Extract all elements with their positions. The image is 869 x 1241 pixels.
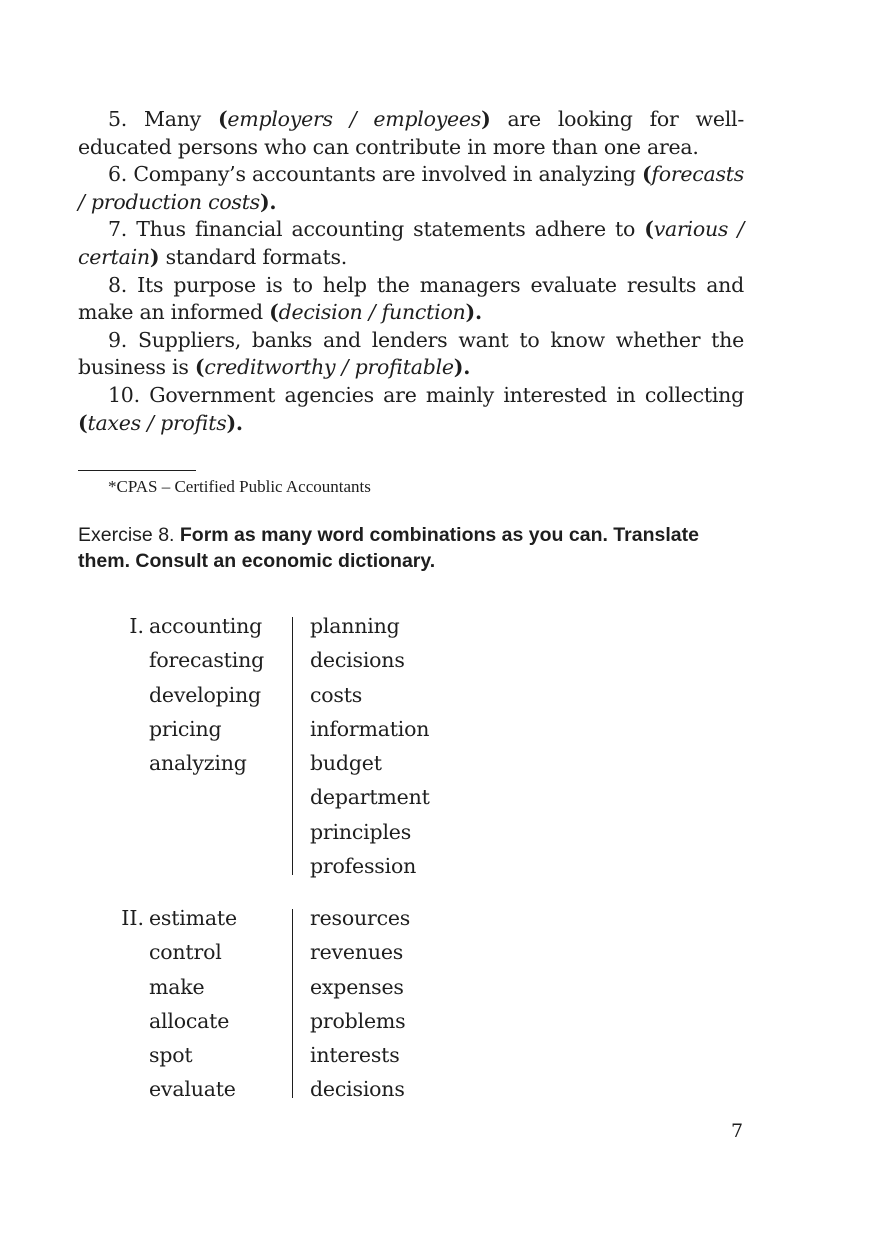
noun-word: resources (310, 906, 411, 930)
noun-word: information (310, 716, 430, 741)
exercise-item (78, 272, 744, 327)
option-choices: creditworthy / profitable (204, 355, 454, 380)
page-number: 7 (731, 1120, 744, 1142)
noun-word: expenses (310, 974, 404, 999)
bracket: ( (78, 410, 88, 435)
bracket: ( (644, 217, 654, 242)
noun-word: department (310, 785, 430, 810)
verb-word: forecasting (149, 648, 265, 673)
verb-word: evaluate (149, 1077, 236, 1102)
noun-word: decisions (310, 1077, 405, 1102)
bracket: ( (194, 355, 205, 380)
noun-word: problems (310, 1008, 406, 1033)
footnote: *CPAS – Certified Public Accountants (108, 477, 371, 497)
bracket: ). (259, 189, 277, 214)
bracket: ) (149, 244, 160, 269)
sentence-text: Suppliers, banks and lenders want to know whether the business is (78, 327, 744, 380)
exercise-heading (78, 522, 744, 574)
noun-word: principles (310, 819, 412, 844)
verb-word: estimate (149, 906, 237, 930)
noun-word: revenues (310, 940, 404, 965)
sentence-text: Thus financial accounting statements adhere to (127, 217, 645, 242)
item-number: 5. (108, 107, 128, 131)
bracket: ). (226, 410, 243, 435)
sentence-text: Many (127, 107, 218, 131)
sentence-text: Company’s accountants are involved in analyzing (127, 162, 642, 187)
option-choices: forecasts / production costs (78, 162, 744, 214)
sentence-text: Government agencies are mainly interested in collecting (139, 382, 744, 407)
bracket: ) (481, 107, 491, 131)
option-choices: various / certain (78, 217, 744, 269)
group-numeral: I. (129, 614, 144, 638)
exercise-item (78, 382, 744, 437)
verb-word: developing (149, 682, 261, 707)
group-right-column (310, 901, 410, 1107)
noun-word: planning (310, 614, 400, 638)
bracket: ( (269, 300, 279, 325)
noun-word: interests (310, 1043, 400, 1068)
column-divider (292, 617, 293, 875)
sentence-text: Its purpose is to help the managers evaluate results and make an informed (78, 272, 744, 325)
page-body (78, 106, 744, 574)
item-number: 8. (108, 272, 128, 297)
column-divider (292, 909, 293, 1098)
item-number: 9. (108, 327, 128, 352)
verb-word: make (149, 974, 205, 999)
group-numeral: II. (121, 906, 144, 930)
noun-word: decisions (310, 648, 405, 673)
footnote-divider (78, 470, 196, 471)
exercise-item-list (78, 106, 744, 437)
verb-word: analyzing (149, 751, 247, 776)
item-number: 10. (108, 382, 140, 407)
exercise-title: Exercise 8. (78, 524, 175, 547)
exercise-item (78, 216, 744, 271)
option-choices: decision / function (278, 300, 466, 325)
group-left-column (149, 901, 237, 1107)
noun-word: budget (310, 751, 382, 776)
exercise-item (78, 106, 744, 161)
verb-word: pricing (149, 716, 222, 741)
bracket: ). (453, 355, 471, 380)
noun-word: costs (310, 682, 363, 707)
bracket: ). (465, 300, 482, 325)
item-number: 7. (108, 217, 128, 242)
verb-word: spot (149, 1043, 193, 1068)
verb-word: accounting (149, 614, 263, 638)
bracket: ( (641, 162, 652, 187)
noun-word: profession (310, 854, 417, 879)
exercise-item (78, 327, 744, 382)
exercise-item (78, 161, 744, 216)
item-number: 6. (108, 162, 128, 187)
group-left-column (149, 609, 264, 780)
sentence-text: are looking for well-educated persons who can contribute in more than one area. (78, 107, 744, 159)
sentence-text: standard formats. (159, 244, 347, 269)
option-choices: employers / employees (227, 107, 482, 131)
option-choices: taxes / profits (87, 410, 227, 435)
group-right-column (310, 609, 430, 883)
verb-word: allocate (149, 1008, 230, 1033)
verb-word: control (149, 940, 222, 965)
bracket: ( (217, 107, 228, 131)
exercise-instruction: Form as many word combinations as you can. Translate them. Consult an economic dictionary. (78, 524, 699, 573)
